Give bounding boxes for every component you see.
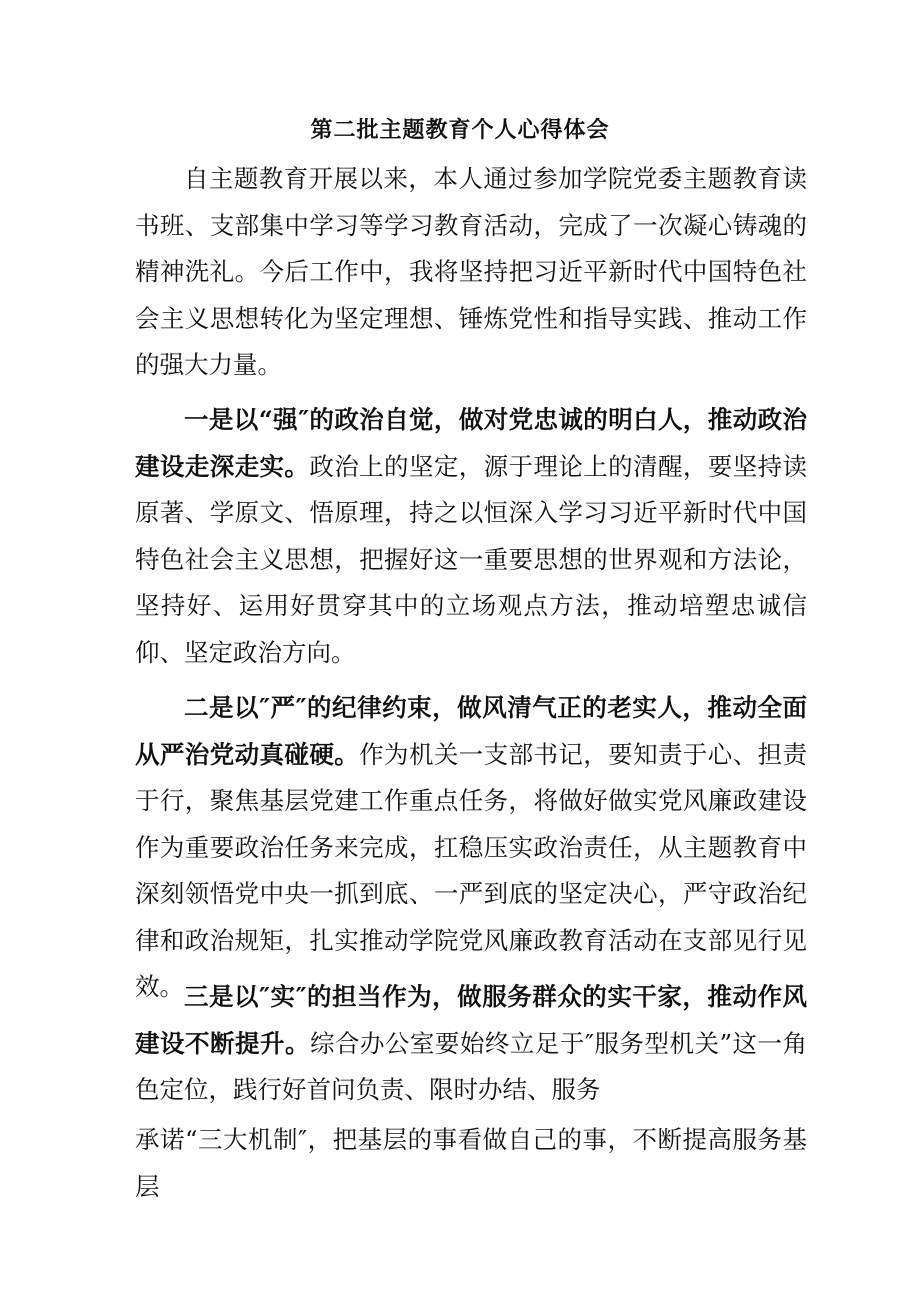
paragraph-point-one bbox=[135, 397, 807, 676]
paragraph-point-two-text: 作为机关一支部书记，要知责于心、担责于行，聚焦基层党建工作重点任务，将做好做实党风廉政建设作为重要政治任务来完成，扛稳压实政治责任，从主题教育中深刻领悟党中央一抓到底、一严到底的坚定决心，严守政治纪律和政治规矩，扎实推动学院党风廉政教育活动在支部见行见效。 bbox=[135, 739, 808, 1001]
paragraph-continuation bbox=[135, 1117, 807, 1210]
paragraph-point-three bbox=[135, 974, 807, 1114]
paragraph-point-two bbox=[135, 685, 807, 1011]
paragraph-continuation-text: 承诺“三大机制″，把基层的事看做自己的事，不断提高服务基层 bbox=[135, 1125, 807, 1201]
document-title: 第二批主题教育个人心得体会 bbox=[310, 117, 610, 143]
paragraph-point-three-text: 综合办公室要始终立足于″服务型机关”这一角色定位，践行好首问负责、限时办结、服务 bbox=[135, 1028, 807, 1104]
paragraph-point-two-heading: 二是以″严″的纪律约束，做风清气正的老实人，推动全面从严治党动真碰硬。 bbox=[135, 693, 807, 769]
paragraph-intro-text: 自主题教育开展以来，本人通过参加学院党委主题教育读书班、支部集中学习等学习教育活动，完成了一次凝心铸魂的精神洗礼。今后工作中，我将坚持把习近平新时代中国特色社会主义思想转化为坚定理想、锤炼党性和指导实践、推动工作的强大力量。 bbox=[135, 164, 807, 379]
paragraph-point-three-heading: 三是以″实″的担当作为，做服务群众的实干家，推动作风建设不断提升。 bbox=[135, 982, 807, 1058]
paragraph-point-one-text: 政治上的坚定，源于理论上的清醒，要坚持读原著、学原文、悟原理，持之以恒深入学习习近平新时代中国特色社会主义思想，把握好这一重要思想的世界观和方法论，坚持好、运用好贯穿其中的立场观点方法，推动培塑忠诚信仰、坚定政治方向。 bbox=[135, 451, 807, 667]
paragraph-point-one-heading: 一是以“强″的政治自觉，做对党忠诚的明白人，推动政治建设走深走实。 bbox=[135, 405, 807, 481]
paragraph-intro bbox=[135, 156, 807, 389]
